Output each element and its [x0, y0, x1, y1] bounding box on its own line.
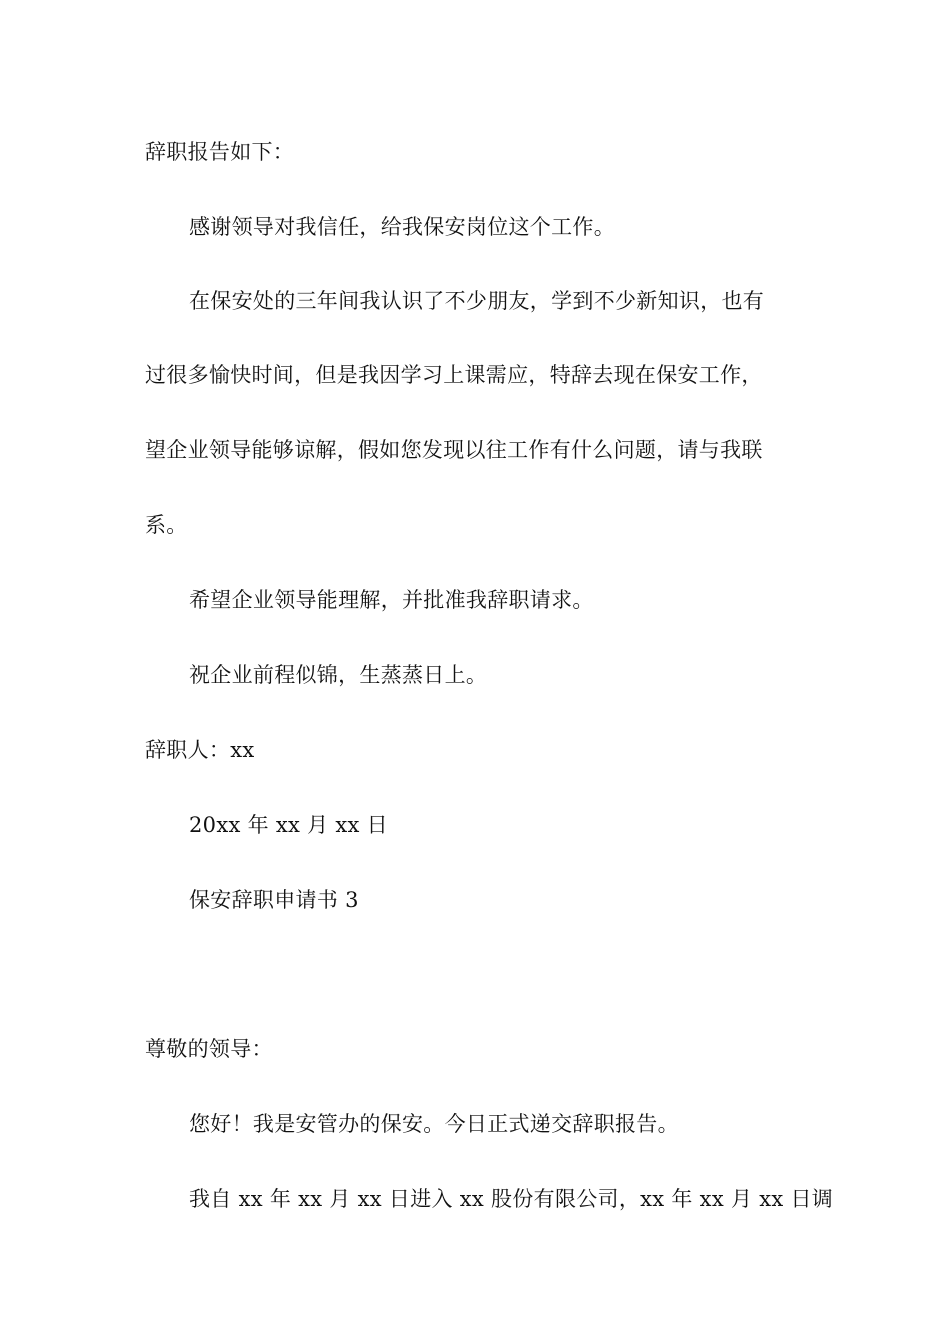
paragraph-line: 望企业领导能够谅解，假如您发现以往工作有什么问题，请与我联: [145, 438, 763, 462]
paragraph-line: 祝企业前程似锦，生蒸蒸日上。: [189, 663, 488, 687]
paragraph-line: 系。: [145, 513, 188, 537]
paragraph-line: 过很多愉快时间，但是我因学习上课需应，特辞去现在保安工作，: [145, 363, 763, 387]
date-line: 20xx 年 xx 月 xx 日: [189, 813, 388, 837]
signature-line: 辞职人：xx: [145, 738, 255, 762]
report-intro-line: 辞职报告如下：: [145, 140, 295, 164]
paragraph-line: 希望企业领导能理解，并批准我辞职请求。: [189, 588, 594, 612]
paragraph-line: 感谢领导对我信任，给我保安岗位这个工作。: [189, 215, 615, 239]
paragraph-line: 我自 xx 年 xx 月 xx 日进入 xx 股份有限公司，xx 年 xx 月 xx 日调: [189, 1187, 834, 1211]
paragraph-line: 您好！我是安管办的保安。今日正式递交辞职报告。: [189, 1112, 679, 1136]
paragraph-line: 在保安处的三年间我认识了不少朋友，学到不少新知识，也有: [189, 289, 765, 313]
section-title: 保安辞职申请书 3: [189, 888, 359, 912]
salutation-line: 尊敬的领导：: [145, 1037, 273, 1061]
